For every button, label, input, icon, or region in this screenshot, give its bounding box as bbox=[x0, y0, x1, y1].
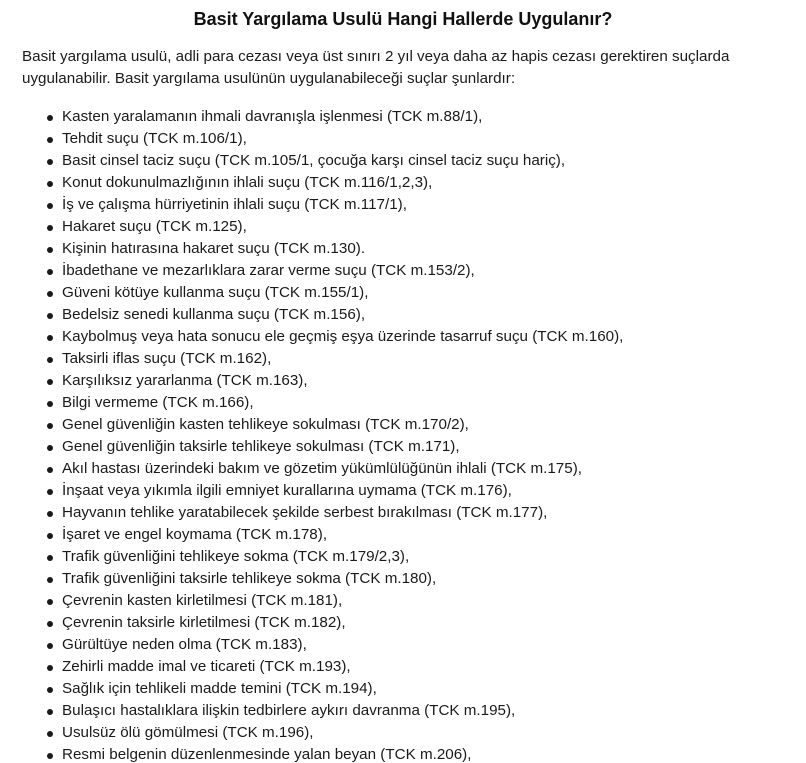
bullet-icon bbox=[47, 181, 53, 187]
list-item bbox=[62, 612, 802, 634]
bullet-icon bbox=[47, 555, 53, 561]
bullet-icon bbox=[47, 423, 53, 429]
list-item-text: Kasten yaralamanın ihmali davranışla işlenmesi (TCK m.88/1), bbox=[62, 108, 483, 125]
list-item-text: Kaybolmuş veya hata sonucu ele geçmiş eşya üzerinde tasarruf suçu (TCK m.160), bbox=[62, 328, 624, 345]
list-item bbox=[62, 216, 802, 238]
bullet-icon bbox=[47, 599, 53, 605]
bullet-icon bbox=[47, 753, 53, 759]
list-item bbox=[62, 260, 802, 282]
bullet-icon bbox=[47, 709, 53, 715]
list-item-text: Sağlık için tehlikeli madde temini (TCK m.194), bbox=[62, 680, 377, 697]
list-item bbox=[62, 590, 802, 612]
list-item bbox=[62, 348, 802, 370]
bullet-icon bbox=[47, 269, 53, 275]
list-item-text: Trafik güvenliğini taksirle tehlikeye sokma (TCK m.180), bbox=[62, 570, 437, 587]
list-item bbox=[62, 458, 802, 480]
list-item-text: Konut dokunulmazlığının ihlali suçu (TCK m.116/1,2,3), bbox=[62, 174, 433, 191]
list-item-text: Çevrenin kasten kirletilmesi (TCK m.181), bbox=[62, 592, 343, 609]
bullet-icon bbox=[47, 533, 53, 539]
list-item-text: Gürültüye neden olma (TCK m.183), bbox=[62, 636, 307, 653]
list-item-text: Genel güvenliğin kasten tehlikeye sokulması (TCK m.170/2), bbox=[62, 416, 469, 433]
list-item-text: Hayvanın tehlike yaratabilecek şekilde serbest bırakılması (TCK m.177), bbox=[62, 504, 548, 521]
bullet-icon bbox=[47, 401, 53, 407]
bullet-icon bbox=[47, 489, 53, 495]
list-item bbox=[62, 700, 802, 722]
list-item bbox=[62, 150, 802, 172]
bullet-icon bbox=[47, 731, 53, 737]
bullet-icon bbox=[47, 159, 53, 165]
list-item-text: Tehdit suçu (TCK m.106/1), bbox=[62, 130, 247, 147]
list-item-text: Bilgi vermeme (TCK m.166), bbox=[62, 394, 254, 411]
list-item bbox=[62, 436, 802, 458]
list-item bbox=[62, 194, 802, 216]
bullet-icon bbox=[47, 291, 53, 297]
list-item-text: Genel güvenliğin taksirle tehlikeye sokulması (TCK m.171), bbox=[62, 438, 460, 455]
list-item-text: Usulsüz ölü gömülmesi (TCK m.196), bbox=[62, 724, 314, 741]
list-item bbox=[62, 744, 802, 763]
list-item-text: Güveni kötüye kullanma suçu (TCK m.155/1), bbox=[62, 284, 369, 301]
list-item bbox=[62, 392, 802, 414]
list-item bbox=[62, 568, 802, 590]
bullet-icon bbox=[47, 379, 53, 385]
bullet-icon bbox=[47, 137, 53, 143]
list-item bbox=[62, 480, 802, 502]
bullet-icon bbox=[47, 313, 53, 319]
list-item bbox=[62, 238, 802, 260]
list-item-text: İş ve çalışma hürriyetinin ihlali suçu (TCK m.117/1), bbox=[62, 196, 407, 213]
list-item-text: Taksirli iflas suçu (TCK m.162), bbox=[62, 350, 272, 367]
bullet-icon bbox=[47, 687, 53, 693]
bullet-icon bbox=[47, 247, 53, 253]
list-item-text: Basit cinsel taciz suçu (TCK m.105/1, çocuğa karşı cinsel taciz suçu hariç), bbox=[62, 152, 566, 169]
list-item bbox=[62, 128, 802, 150]
bullet-icon bbox=[47, 467, 53, 473]
page-title: Basit Yargılama Usulü Hangi Hallerde Uygulanır? bbox=[193, 9, 613, 29]
list-item bbox=[62, 678, 802, 700]
list-item bbox=[62, 634, 802, 656]
list-item bbox=[62, 546, 802, 568]
list-item-text: Kişinin hatırasına hakaret suçu (TCK m.130). bbox=[62, 240, 366, 257]
list-item-text: Bedelsiz senedi kullanma suçu (TCK m.156), bbox=[62, 306, 366, 323]
list-item-text: Bulaşıcı hastalıklara ilişkin tedbirlere aykırı davranma (TCK m.195), bbox=[62, 702, 516, 719]
list-item bbox=[62, 524, 802, 546]
list-item bbox=[62, 282, 802, 304]
list-item-text: Akıl hastası üzerindeki bakım ve gözetim yükümlülüğünün ihlali (TCK m.175), bbox=[62, 460, 582, 477]
bullet-icon bbox=[47, 357, 53, 363]
list-item bbox=[62, 326, 802, 348]
list-item-text: Hakaret suçu (TCK m.125), bbox=[62, 218, 247, 235]
list-item bbox=[62, 722, 802, 744]
bullet-icon bbox=[47, 225, 53, 231]
bullet-icon bbox=[47, 665, 53, 671]
list-item-text: Çevrenin taksirle kirletilmesi (TCK m.182), bbox=[62, 614, 346, 631]
list-item-text: Resmi belgenin düzenlenmesinde yalan beyan (TCK m.206), bbox=[62, 746, 472, 763]
bullet-icon bbox=[47, 115, 53, 121]
offense-list bbox=[0, 106, 802, 763]
bullet-icon bbox=[47, 511, 53, 517]
intro-paragraph: Basit yargılama usulü, adli para cezası veya üst sınırı 2 yıl veya daha az hapis cezası gerektiren suçlarda uygulanabilir. Basit yargılama usulünün uygulanabileceği suçlar şunlardır: bbox=[22, 48, 730, 87]
list-item-text: İbadethane ve mezarlıklara zarar verme suçu (TCK m.153/2), bbox=[62, 262, 475, 279]
bullet-icon bbox=[47, 335, 53, 341]
list-item bbox=[62, 172, 802, 194]
list-item-text: İşaret ve engel koymama (TCK m.178), bbox=[62, 526, 328, 543]
bullet-icon bbox=[47, 203, 53, 209]
list-item bbox=[62, 106, 802, 128]
bullet-icon bbox=[47, 621, 53, 627]
list-item bbox=[62, 304, 802, 326]
bullet-icon bbox=[47, 445, 53, 451]
list-item bbox=[62, 370, 802, 392]
bullet-icon bbox=[47, 643, 53, 649]
list-item-text: Trafik güvenliğini tehlikeye sokma (TCK m.179/2,3), bbox=[62, 548, 410, 565]
list-item bbox=[62, 502, 802, 524]
list-item bbox=[62, 656, 802, 678]
bullet-icon bbox=[47, 577, 53, 583]
list-item-text: İnşaat veya yıkımla ilgili emniyet kurallarına uymama (TCK m.176), bbox=[62, 482, 512, 499]
list-item-text: Karşılıksız yararlanma (TCK m.163), bbox=[62, 372, 308, 389]
list-item bbox=[62, 414, 802, 436]
list-item-text: Zehirli madde imal ve ticareti (TCK m.193), bbox=[62, 658, 351, 675]
